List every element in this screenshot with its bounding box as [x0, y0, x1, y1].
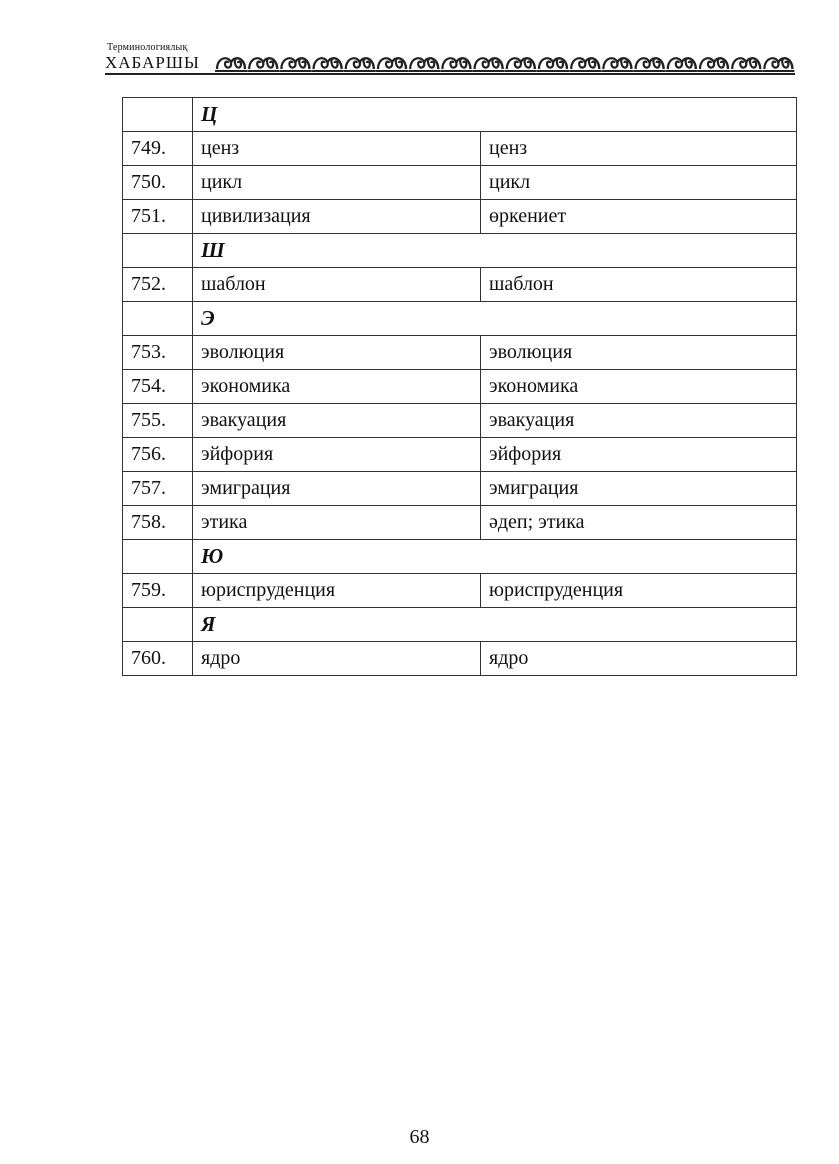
russian-term: эвакуация — [193, 404, 481, 438]
table-row — [123, 268, 797, 302]
terms-table-body — [123, 98, 797, 676]
kazakh-term: әдеп; этика — [481, 506, 797, 540]
entry-number: 751. — [123, 200, 193, 234]
kazakh-term: эмиграция — [481, 472, 797, 506]
section-letter: Я — [193, 608, 797, 642]
table-row — [123, 200, 797, 234]
entry-number: 759. — [123, 574, 193, 608]
kazakh-term: эволюция — [481, 336, 797, 370]
page-number: 68 — [409, 1126, 430, 1148]
entry-number: 753. — [123, 336, 193, 370]
russian-term: цикл — [193, 166, 481, 200]
empty-number-cell — [123, 540, 193, 574]
russian-term: шаблон — [193, 268, 481, 302]
entry-number: 749. — [123, 132, 193, 166]
russian-term: ядро — [193, 642, 481, 676]
entry-number: 757. — [123, 472, 193, 506]
kazakh-term: эвакуация — [481, 404, 797, 438]
section-letter: Ю — [193, 540, 797, 574]
entry-number: 756. — [123, 438, 193, 472]
kazakh-term: экономика — [481, 370, 797, 404]
entry-number: 758. — [123, 506, 193, 540]
russian-term: юриспруденция — [193, 574, 481, 608]
russian-term: этика — [193, 506, 481, 540]
section-letter: Э — [193, 302, 797, 336]
kazakh-term: ядро — [481, 642, 797, 676]
entry-number: 754. — [123, 370, 193, 404]
russian-term: цивилизация — [193, 200, 481, 234]
table-row — [123, 132, 797, 166]
journal-subtitle: Терминологиялық — [107, 42, 188, 53]
entry-number: 755. — [123, 404, 193, 438]
table-row — [123, 438, 797, 472]
kazakh-term: өркениет — [481, 200, 797, 234]
entry-number: 750. — [123, 166, 193, 200]
section-letter: Ц — [193, 98, 797, 132]
kazakh-term: ценз — [481, 132, 797, 166]
table-row — [123, 642, 797, 676]
empty-number-cell — [123, 302, 193, 336]
russian-term: эйфория — [193, 438, 481, 472]
kazakh-term: шаблон — [481, 268, 797, 302]
table-row — [123, 370, 797, 404]
terms-table — [122, 97, 797, 676]
russian-term: эмиграция — [193, 472, 481, 506]
letter-section-row — [123, 234, 797, 268]
entry-number: 752. — [123, 268, 193, 302]
entry-number: 760. — [123, 642, 193, 676]
letter-section-row — [123, 608, 797, 642]
letter-section-row — [123, 98, 797, 132]
table-row — [123, 166, 797, 200]
letter-section-row — [123, 540, 797, 574]
letter-section-row — [123, 302, 797, 336]
empty-number-cell — [123, 608, 193, 642]
russian-term: эволюция — [193, 336, 481, 370]
table-row — [123, 472, 797, 506]
russian-term: ценз — [193, 132, 481, 166]
kazakh-term: эйфория — [481, 438, 797, 472]
empty-number-cell — [123, 98, 193, 132]
table-row — [123, 574, 797, 608]
kazakh-term: цикл — [481, 166, 797, 200]
table-row — [123, 404, 797, 438]
header-rule — [105, 73, 795, 75]
journal-header — [105, 40, 795, 76]
journal-title: ХАБАРШЫ — [105, 53, 200, 72]
table-row — [123, 506, 797, 540]
section-letter: Ш — [193, 234, 797, 268]
ornament-border-icon — [215, 47, 795, 75]
table-row — [123, 336, 797, 370]
kazakh-term: юриспруденция — [481, 574, 797, 608]
empty-number-cell — [123, 234, 193, 268]
russian-term: экономика — [193, 370, 481, 404]
